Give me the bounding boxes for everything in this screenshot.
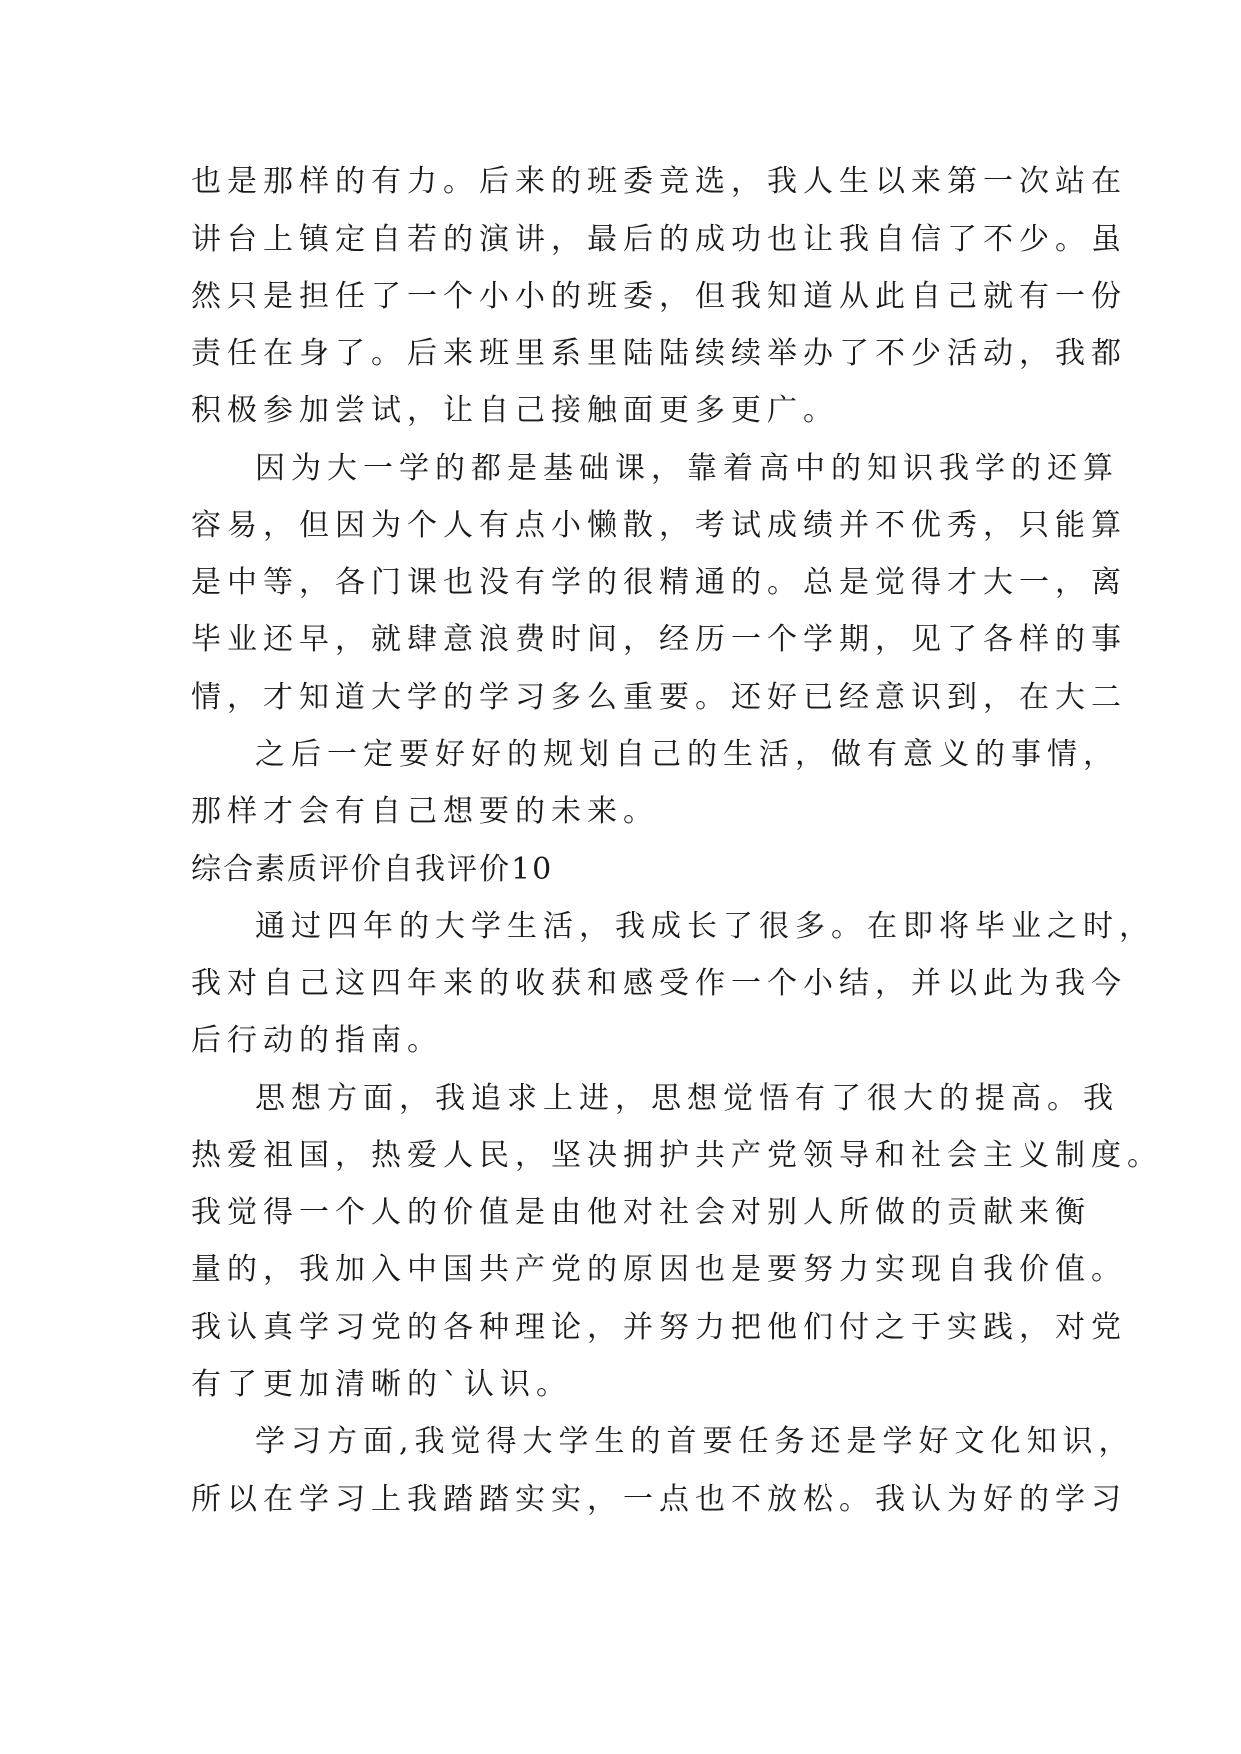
text-line: 所以在学习上我踏踏实实，一点也不放松。我认为好的学习 — [191, 1482, 1127, 1517]
text-line: 热爱祖国，热爱人民，坚决拥护共产党领导和社会主义制度。 — [191, 1138, 1163, 1173]
text-line: 讲台上镇定自若的演讲，最后的成功也让我自信了不少。虽 — [191, 222, 1127, 257]
text-line: 也是那样的有力。后来的班委竞选，我人生以来第一次站在 — [191, 164, 1127, 199]
text-line: 因为大一学的都是基础课，靠着高中的知识我学的还算 — [255, 451, 1119, 486]
section-heading: 综合素质评价自我评价10 — [191, 852, 554, 887]
text-line: 我对自己这四年来的收获和感受作一个小结，并以此为我今 — [191, 966, 1127, 1001]
text-line: 思想方面，我追求上进，思想觉悟有了很大的提高。我 — [255, 1081, 1119, 1116]
text-line: 通过四年的大学生活，我成长了很多。在即将毕业之时， — [255, 909, 1155, 944]
text-line: 量的，我加入中国共产党的原因也是要努力实现自我价值。 — [191, 1252, 1127, 1287]
text-line: 是中等，各门课也没有学的很精通的。总是觉得才大一，离 — [191, 565, 1127, 600]
text-line: 学习方面,我觉得大学生的首要任务还是学好文化知识， — [255, 1424, 1135, 1459]
text-line: 我认真学习党的各种理论，并努力把他们付之于实践，对党 — [191, 1310, 1127, 1345]
text-line: 有了更加清晰的`认识。 — [191, 1367, 572, 1402]
text-line: 之后一定要好好的规划自己的生活，做有意义的事情， — [255, 737, 1119, 772]
text-line: 责任在身了。后来班里系里陆陆续续举办了不少活动，我都 — [191, 336, 1127, 371]
text-line: 毕业还早，就肆意浪费时间，经历一个学期，见了各样的事 — [191, 622, 1127, 657]
text-line: 然只是担任了一个小小的班委，但我知道从此自己就有一份 — [191, 279, 1127, 314]
text-line: 我觉得一个人的价值是由他对社会对别人所做的贡献来衡 — [191, 1195, 1091, 1230]
text-line: 后行动的指南。 — [191, 1023, 443, 1058]
text-line: 容易，但因为个人有点小懒散，考试成绩并不优秀，只能算 — [191, 508, 1127, 543]
text-line: 情，才知道大学的学习多么重要。还好已经意识到，在大二 — [191, 680, 1127, 715]
text-line: 那样才会有自己想要的未来。 — [191, 794, 659, 829]
text-line: 积极参加尝试，让自己接触面更多更广。 — [191, 393, 839, 428]
